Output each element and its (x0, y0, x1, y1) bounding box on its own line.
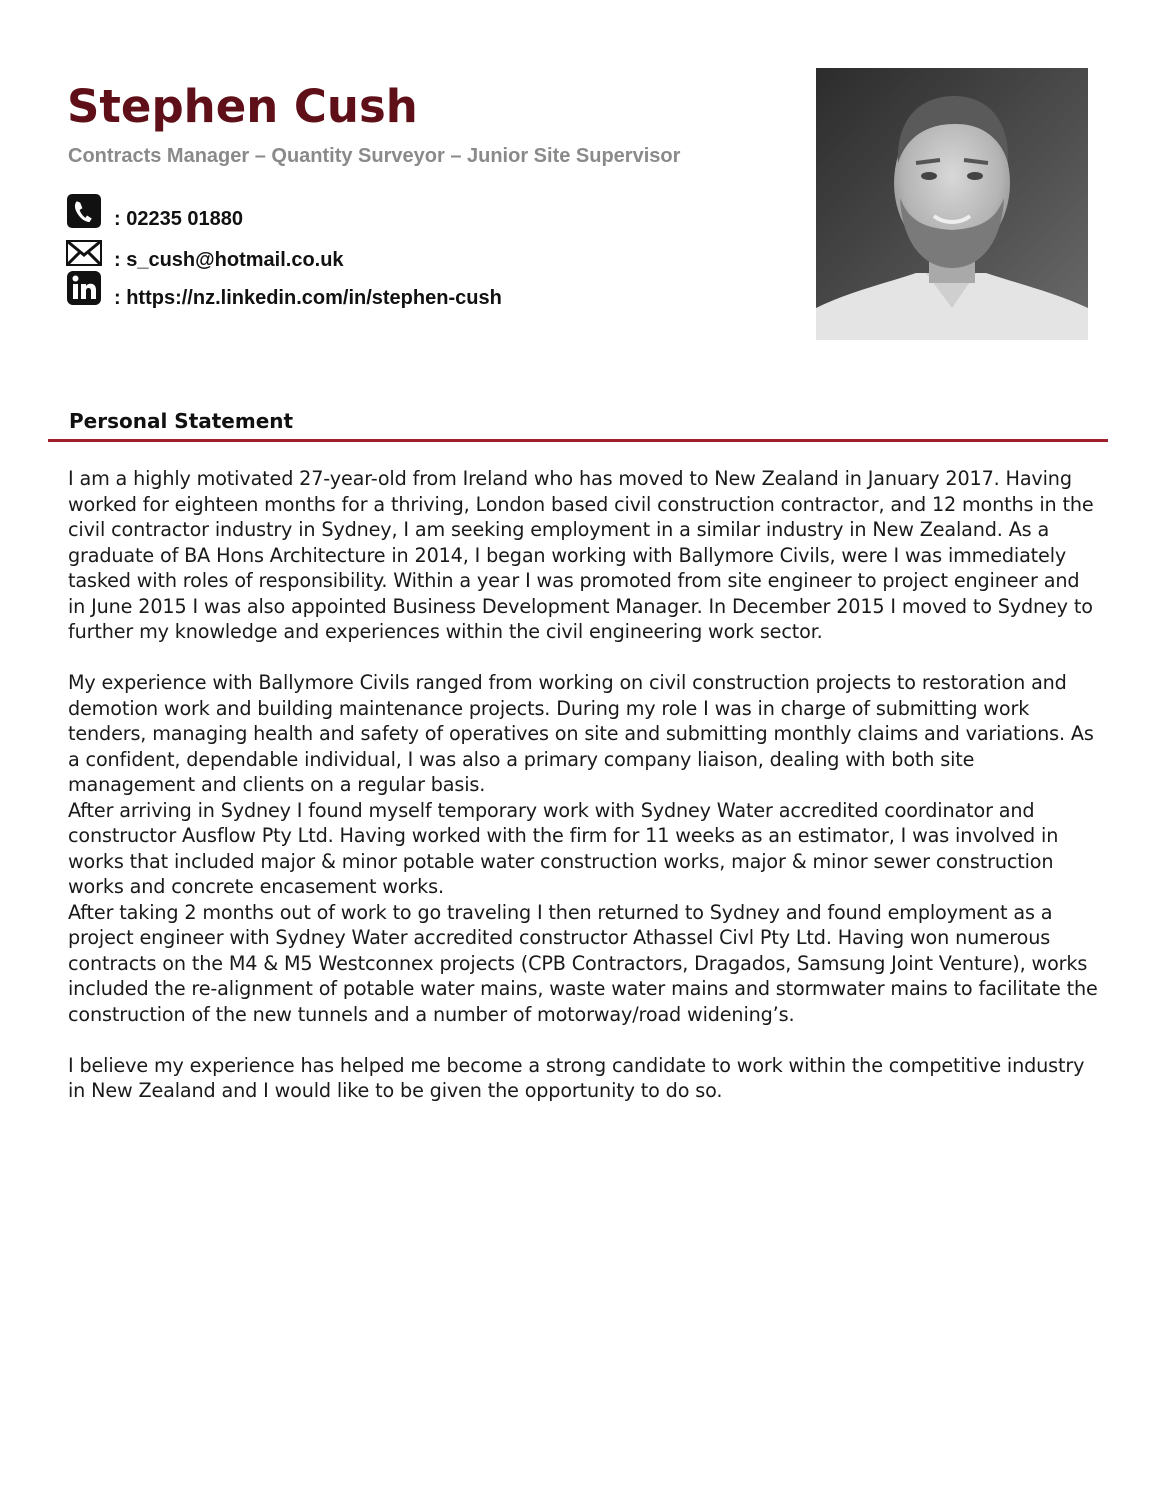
section-divider (48, 439, 1108, 442)
statement-paragraph: I believe my experience has helped me become a strong candidate to work within the competitive industry in New Zealand and I would like to be given the opportunity to do so. (68, 1053, 1085, 1102)
contact-linkedin (66, 270, 502, 309)
statement-paragraph: After arriving in Sydney I found myself temporary work with Sydney Water accredited coordinator and constructor Ausflow Pty Ltd. Having worked with the firm for 11 weeks as an estimator, I was involved in works that included major & minor potable water construction works, major & minor sewer construction works and concrete encasement works. (68, 798, 1059, 898)
personal-statement-body (68, 466, 1098, 1104)
email-address: : s_cush@hotmail.co.uk (114, 248, 344, 271)
statement-paragraph: My experience with Ballymore Civils ranged from working on civil construction projects to restoration and demotion work and building maintenance projects. During my role I was in charge of submitting work tenders, managing health and safety of operatives on site and submitting monthly claims and variations. As a confident, dependable individual, I was also a primary company liaison, dealing with both site management and clients on a regular basis. (68, 671, 1094, 796)
linkedin-url: : https://nz.linkedin.com/in/stephen-cush (114, 286, 502, 309)
phone-number: : 02235 01880 (114, 207, 244, 230)
linkedin-icon (66, 270, 102, 306)
envelope-icon (66, 236, 102, 272)
section-heading-personal-statement: Personal Statement (69, 409, 294, 433)
profile-photo (816, 68, 1088, 340)
contact-email (66, 236, 344, 272)
job-titles: Contracts Manager – Quantity Surveyor – Junior Site Supervisor (68, 145, 681, 167)
contact-phone (66, 193, 243, 229)
phone-icon (66, 193, 102, 229)
candidate-name: Stephen Cush (67, 80, 418, 133)
statement-paragraph: I am a highly motivated 27-year-old from Ireland who has moved to New Zealand in January 2017. Having worked for eighteen months for a thriving, London based civil construction contractor, and 12 months in the civil contractor industry in Sydney, I am seeking employment in a similar industry in New Zealand. As a graduate of BA Hons Architecture in 2014, I began working with Ballymore Civils, were I was immediately tasked with roles of responsibility. Within a year I was promoted from site engineer to project engineer and in June 2015 I was also appointed Business Development Manager. In December 2015 I moved to Sydney to further my knowledge and experiences within the civil engineering work sector. (68, 467, 1094, 643)
statement-paragraph: After taking 2 months out of work to go traveling I then returned to Sydney and found employment as a project engineer with Sydney Water accredited constructor Athassel Civl Pty Ltd. Having won numerous contracts on the M4 & M5 Westconnex projects (CPB Contractors, Dragados, Samsung Joint Venture), works included the re-alignment of potable water mains, waste water mains and stormwater mains to facilitate the construction of the new tunnels and a number of motorway/road widening’s. (68, 900, 1098, 1026)
